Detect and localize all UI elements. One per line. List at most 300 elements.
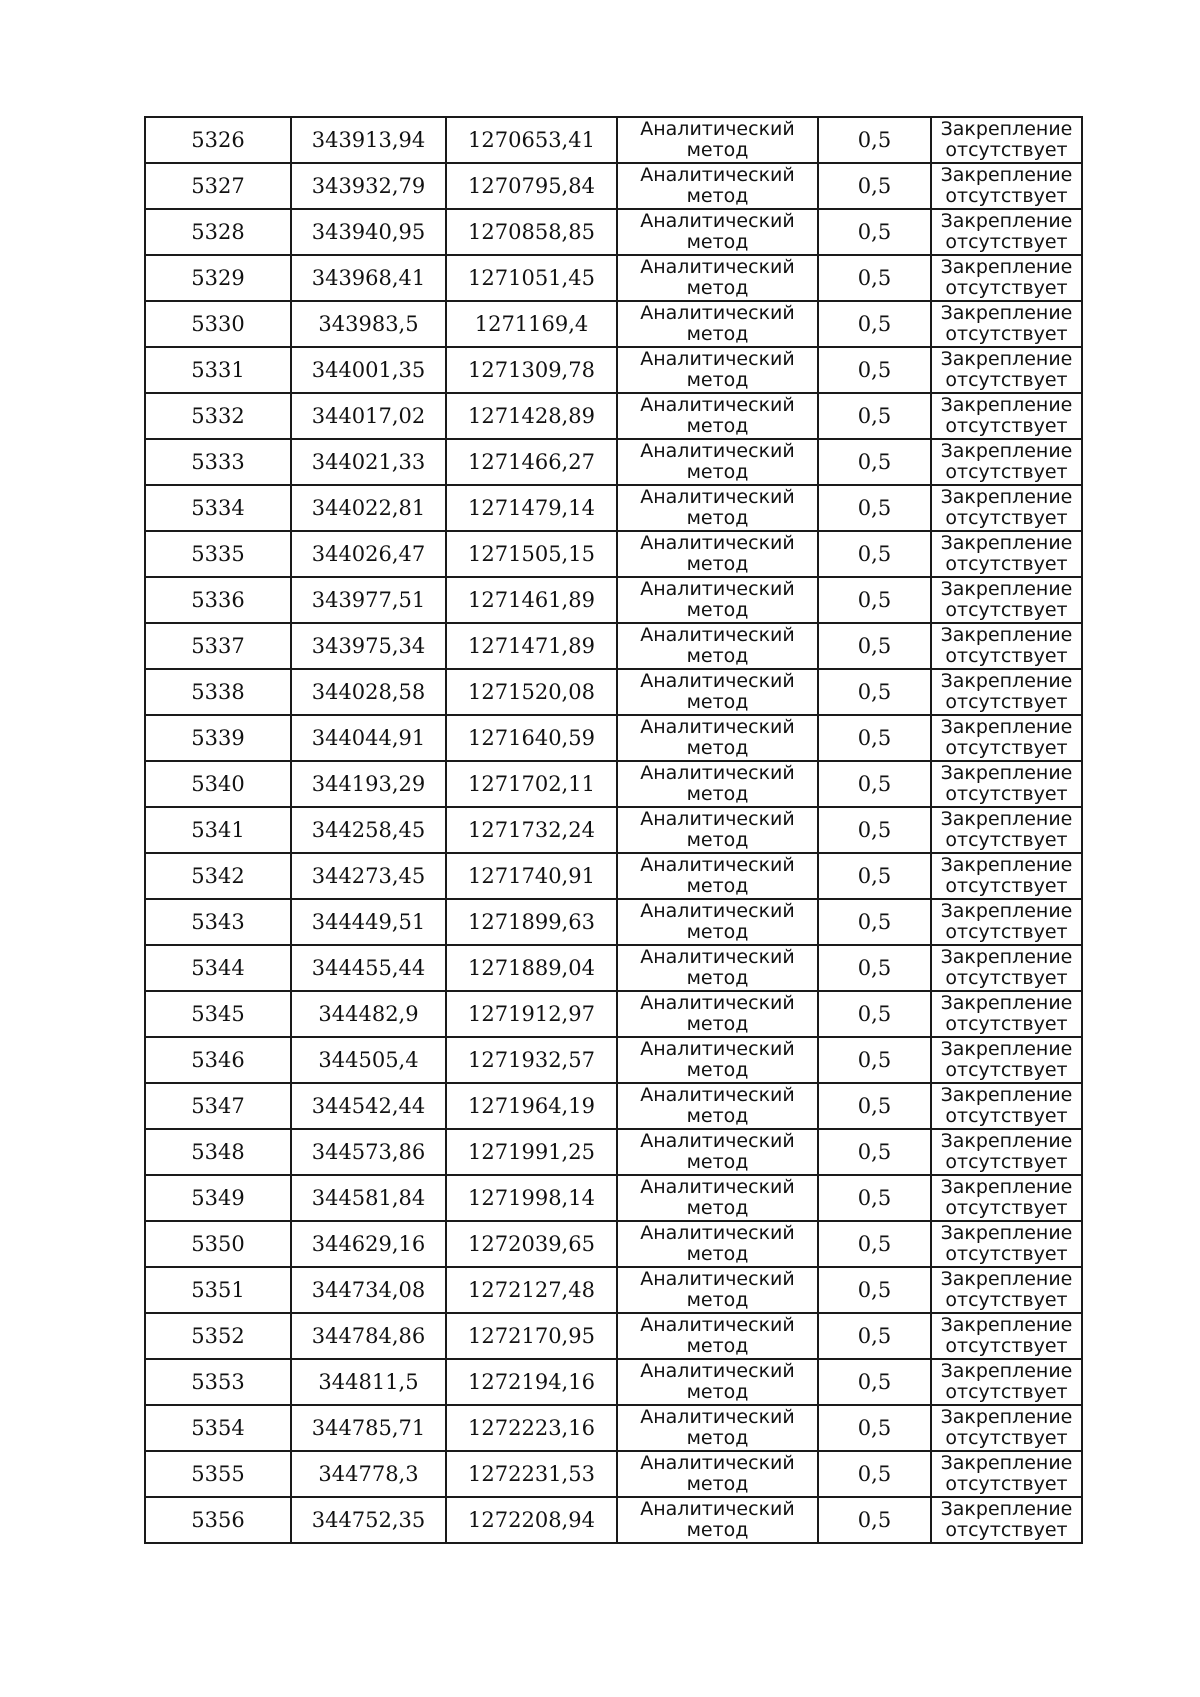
fixation-cell (931, 1083, 1082, 1129)
fixation-line-2: отсутствует (945, 645, 1068, 667)
method-cell (617, 163, 818, 209)
fixation-line-2: отсутствует (945, 967, 1068, 989)
fixation-line-1: Закрепление (940, 164, 1073, 186)
fixation-line-1: Закрепление (940, 1268, 1073, 1290)
method-cell (617, 485, 818, 531)
fixation-line-1: Закрепление (940, 302, 1073, 324)
y-coordinate-cell: 1270795,84 (446, 163, 617, 209)
point-number-cell: 5354 (145, 1405, 291, 1451)
fixation-line-2: отсутствует (945, 369, 1068, 391)
accuracy-cell: 0,5 (818, 1221, 931, 1267)
method-line-1: Аналитический (640, 1406, 795, 1428)
method-line-2: метод (686, 783, 749, 805)
method-line-2: метод (686, 599, 749, 621)
table-row (145, 1497, 1082, 1543)
fixation-line-1: Закрепление (940, 440, 1073, 462)
accuracy-cell: 0,5 (818, 945, 931, 991)
x-coordinate-cell: 343975,34 (291, 623, 446, 669)
x-coordinate-cell: 344778,3 (291, 1451, 446, 1497)
fixation-line-2: отсутствует (945, 323, 1068, 345)
method-line-1: Аналитический (640, 1268, 795, 1290)
accuracy-cell: 0,5 (818, 117, 931, 163)
fixation-cell (931, 1359, 1082, 1405)
method-line-1: Аналитический (640, 808, 795, 830)
fixation-line-2: отсутствует (945, 1105, 1068, 1127)
fixation-line-1: Закрепление (940, 348, 1073, 370)
table-row (145, 623, 1082, 669)
method-cell (617, 853, 818, 899)
y-coordinate-cell: 1271471,89 (446, 623, 617, 669)
table-row (145, 209, 1082, 255)
accuracy-cell: 0,5 (818, 1359, 931, 1405)
method-cell (617, 899, 818, 945)
fixation-line-2: отсутствует (945, 1197, 1068, 1219)
method-line-1: Аналитический (640, 854, 795, 876)
x-coordinate-cell: 344449,51 (291, 899, 446, 945)
point-number-cell: 5348 (145, 1129, 291, 1175)
method-line-1: Аналитический (640, 624, 795, 646)
fixation-cell (931, 531, 1082, 577)
accuracy-cell: 0,5 (818, 485, 931, 531)
fixation-cell (931, 669, 1082, 715)
fixation-line-2: отсутствует (945, 507, 1068, 529)
method-cell (617, 623, 818, 669)
fixation-cell (931, 577, 1082, 623)
accuracy-cell: 0,5 (818, 899, 931, 945)
fixation-line-1: Закрепление (940, 670, 1073, 692)
method-line-1: Аналитический (640, 762, 795, 784)
table-row (145, 761, 1082, 807)
fixation-line-1: Закрепление (940, 1176, 1073, 1198)
fixation-cell (931, 255, 1082, 301)
table-row (145, 669, 1082, 715)
fixation-cell (931, 1451, 1082, 1497)
table-row (145, 1313, 1082, 1359)
table-row (145, 1175, 1082, 1221)
y-coordinate-cell: 1271309,78 (446, 347, 617, 393)
point-number-cell: 5326 (145, 117, 291, 163)
table-row (145, 117, 1082, 163)
fixation-line-2: отсутствует (945, 737, 1068, 759)
y-coordinate-cell: 1271520,08 (446, 669, 617, 715)
table-row (145, 485, 1082, 531)
method-line-1: Аналитический (640, 1452, 795, 1474)
method-cell (617, 669, 818, 715)
fixation-cell (931, 1129, 1082, 1175)
table-row (145, 347, 1082, 393)
method-line-1: Аналитический (640, 670, 795, 692)
y-coordinate-cell: 1270653,41 (446, 117, 617, 163)
fixation-line-1: Закрепление (940, 716, 1073, 738)
table-row (145, 163, 1082, 209)
method-line-2: метод (686, 1197, 749, 1219)
x-coordinate-cell: 344734,08 (291, 1267, 446, 1313)
table-row (145, 439, 1082, 485)
fixation-line-2: отсутствует (945, 553, 1068, 575)
table-row (145, 301, 1082, 347)
x-coordinate-cell: 344581,84 (291, 1175, 446, 1221)
point-number-cell: 5352 (145, 1313, 291, 1359)
fixation-cell (931, 1497, 1082, 1543)
fixation-cell (931, 761, 1082, 807)
fixation-line-2: отсутствует (945, 1013, 1068, 1035)
method-line-1: Аналитический (640, 1084, 795, 1106)
fixation-line-2: отсутствует (945, 921, 1068, 943)
accuracy-cell: 0,5 (818, 577, 931, 623)
point-number-cell: 5338 (145, 669, 291, 715)
x-coordinate-cell: 344784,86 (291, 1313, 446, 1359)
y-coordinate-cell: 1272231,53 (446, 1451, 617, 1497)
table-row (145, 899, 1082, 945)
point-number-cell: 5332 (145, 393, 291, 439)
point-number-cell: 5344 (145, 945, 291, 991)
x-coordinate-cell: 344021,33 (291, 439, 446, 485)
fixation-cell (931, 991, 1082, 1037)
point-number-cell: 5340 (145, 761, 291, 807)
accuracy-cell: 0,5 (818, 1405, 931, 1451)
x-coordinate-cell: 343968,41 (291, 255, 446, 301)
accuracy-cell: 0,5 (818, 1267, 931, 1313)
fixation-cell (931, 163, 1082, 209)
y-coordinate-cell: 1271505,15 (446, 531, 617, 577)
accuracy-cell: 0,5 (818, 347, 931, 393)
fixation-cell (931, 117, 1082, 163)
method-line-1: Аналитический (640, 348, 795, 370)
method-line-2: метод (686, 967, 749, 989)
point-number-cell: 5333 (145, 439, 291, 485)
table-row (145, 1129, 1082, 1175)
x-coordinate-cell: 344026,47 (291, 531, 446, 577)
method-cell (617, 439, 818, 485)
method-line-1: Аналитический (640, 1314, 795, 1336)
table-row (145, 807, 1082, 853)
method-line-2: метод (686, 1427, 749, 1449)
fixation-line-1: Закрепление (940, 118, 1073, 140)
y-coordinate-cell: 1271889,04 (446, 945, 617, 991)
accuracy-cell: 0,5 (818, 991, 931, 1037)
fixation-line-1: Закрепление (940, 900, 1073, 922)
method-line-1: Аналитический (640, 1222, 795, 1244)
fixation-line-2: отсутствует (945, 829, 1068, 851)
fixation-cell (931, 807, 1082, 853)
method-line-1: Аналитический (640, 1038, 795, 1060)
fixation-cell (931, 623, 1082, 669)
fixation-cell (931, 439, 1082, 485)
y-coordinate-cell: 1271466,27 (446, 439, 617, 485)
x-coordinate-cell: 344044,91 (291, 715, 446, 761)
point-number-cell: 5343 (145, 899, 291, 945)
fixation-line-1: Закрепление (940, 1084, 1073, 1106)
accuracy-cell: 0,5 (818, 1037, 931, 1083)
method-cell (617, 117, 818, 163)
fixation-line-2: отсутствует (945, 1519, 1068, 1541)
fixation-cell (931, 1405, 1082, 1451)
accuracy-cell: 0,5 (818, 623, 931, 669)
method-cell (617, 715, 818, 761)
method-cell (617, 531, 818, 577)
method-line-2: метод (686, 415, 749, 437)
table-row (145, 1083, 1082, 1129)
y-coordinate-cell: 1272208,94 (446, 1497, 617, 1543)
fixation-cell (931, 1313, 1082, 1359)
method-line-1: Аналитический (640, 394, 795, 416)
y-coordinate-cell: 1270858,85 (446, 209, 617, 255)
y-coordinate-cell: 1271740,91 (446, 853, 617, 899)
fixation-line-2: отсутствует (945, 139, 1068, 161)
y-coordinate-cell: 1271998,14 (446, 1175, 617, 1221)
point-number-cell: 5355 (145, 1451, 291, 1497)
fixation-cell (931, 945, 1082, 991)
fixation-line-1: Закрепление (940, 486, 1073, 508)
fixation-line-1: Закрепление (940, 992, 1073, 1014)
accuracy-cell: 0,5 (818, 807, 931, 853)
fixation-line-2: отсутствует (945, 1381, 1068, 1403)
method-line-1: Аналитический (640, 1130, 795, 1152)
method-line-2: метод (686, 1105, 749, 1127)
x-coordinate-cell: 344017,02 (291, 393, 446, 439)
fixation-line-2: отсутствует (945, 875, 1068, 897)
method-line-2: метод (686, 507, 749, 529)
point-number-cell: 5328 (145, 209, 291, 255)
y-coordinate-cell: 1271702,11 (446, 761, 617, 807)
fixation-line-1: Закрепление (940, 1452, 1073, 1474)
fixation-line-2: отсутствует (945, 599, 1068, 621)
method-cell (617, 1359, 818, 1405)
fixation-line-1: Закрепление (940, 1222, 1073, 1244)
method-line-1: Аналитический (640, 716, 795, 738)
coordinates-table-body (145, 117, 1082, 1543)
method-line-2: метод (686, 921, 749, 943)
y-coordinate-cell: 1272170,95 (446, 1313, 617, 1359)
method-line-2: метод (686, 231, 749, 253)
method-line-1: Аналитический (640, 946, 795, 968)
accuracy-cell: 0,5 (818, 1175, 931, 1221)
fixation-line-1: Закрепление (940, 946, 1073, 968)
x-coordinate-cell: 343983,5 (291, 301, 446, 347)
x-coordinate-cell: 344811,5 (291, 1359, 446, 1405)
fixation-line-1: Закрепление (940, 1314, 1073, 1336)
fixation-line-1: Закрепление (940, 1130, 1073, 1152)
method-line-1: Аналитический (640, 532, 795, 554)
method-line-1: Аналитический (640, 256, 795, 278)
fixation-line-2: отсутствует (945, 415, 1068, 437)
fixation-line-2: отсутствует (945, 277, 1068, 299)
point-number-cell: 5339 (145, 715, 291, 761)
y-coordinate-cell: 1271964,19 (446, 1083, 617, 1129)
method-cell (617, 393, 818, 439)
method-cell (617, 255, 818, 301)
x-coordinate-cell: 344273,45 (291, 853, 446, 899)
fixation-line-1: Закрепление (940, 624, 1073, 646)
fixation-line-1: Закрепление (940, 210, 1073, 232)
point-number-cell: 5335 (145, 531, 291, 577)
method-line-1: Аналитический (640, 164, 795, 186)
table-row (145, 577, 1082, 623)
method-cell (617, 1267, 818, 1313)
accuracy-cell: 0,5 (818, 163, 931, 209)
point-number-cell: 5330 (145, 301, 291, 347)
accuracy-cell: 0,5 (818, 1129, 931, 1175)
table-row (145, 1221, 1082, 1267)
x-coordinate-cell: 344258,45 (291, 807, 446, 853)
method-line-1: Аналитический (640, 992, 795, 1014)
fixation-line-1: Закрепление (940, 1038, 1073, 1060)
method-line-2: метод (686, 1289, 749, 1311)
point-number-cell: 5351 (145, 1267, 291, 1313)
method-cell (617, 1083, 818, 1129)
x-coordinate-cell: 344028,58 (291, 669, 446, 715)
y-coordinate-cell: 1272223,16 (446, 1405, 617, 1451)
y-coordinate-cell: 1271479,14 (446, 485, 617, 531)
fixation-line-2: отсутствует (945, 1473, 1068, 1495)
method-line-2: метод (686, 875, 749, 897)
table-row (145, 531, 1082, 577)
method-line-2: метод (686, 1151, 749, 1173)
accuracy-cell: 0,5 (818, 1497, 931, 1543)
fixation-line-2: отсутствует (945, 1427, 1068, 1449)
fixation-line-1: Закрепление (940, 762, 1073, 784)
method-cell (617, 577, 818, 623)
fixation-line-2: отсутствует (945, 783, 1068, 805)
y-coordinate-cell: 1271732,24 (446, 807, 617, 853)
fixation-line-1: Закрепление (940, 578, 1073, 600)
method-cell (617, 807, 818, 853)
x-coordinate-cell: 344193,29 (291, 761, 446, 807)
x-coordinate-cell: 344001,35 (291, 347, 446, 393)
y-coordinate-cell: 1271912,97 (446, 991, 617, 1037)
point-number-cell: 5329 (145, 255, 291, 301)
table-row (145, 1405, 1082, 1451)
point-number-cell: 5347 (145, 1083, 291, 1129)
method-cell (617, 209, 818, 255)
method-line-1: Аналитический (640, 440, 795, 462)
x-coordinate-cell: 344573,86 (291, 1129, 446, 1175)
fixation-cell (931, 1221, 1082, 1267)
point-number-cell: 5356 (145, 1497, 291, 1543)
y-coordinate-cell: 1271640,59 (446, 715, 617, 761)
fixation-cell (931, 899, 1082, 945)
x-coordinate-cell: 344505,4 (291, 1037, 446, 1083)
point-number-cell: 5353 (145, 1359, 291, 1405)
y-coordinate-cell: 1271428,89 (446, 393, 617, 439)
fixation-line-1: Закрепление (940, 808, 1073, 830)
y-coordinate-cell: 1271461,89 (446, 577, 617, 623)
fixation-line-2: отсутствует (945, 1335, 1068, 1357)
fixation-line-1: Закрепление (940, 1498, 1073, 1520)
method-cell (617, 1497, 818, 1543)
fixation-line-2: отсутствует (945, 691, 1068, 713)
point-number-cell: 5342 (145, 853, 291, 899)
x-coordinate-cell: 344752,35 (291, 1497, 446, 1543)
method-line-1: Аналитический (640, 302, 795, 324)
y-coordinate-cell: 1272127,48 (446, 1267, 617, 1313)
fixation-line-2: отсутствует (945, 461, 1068, 483)
method-line-2: метод (686, 277, 749, 299)
table-row (145, 1037, 1082, 1083)
fixation-line-2: отсутствует (945, 1151, 1068, 1173)
fixation-line-1: Закрепление (940, 256, 1073, 278)
table-row (145, 255, 1082, 301)
accuracy-cell: 0,5 (818, 669, 931, 715)
method-line-2: метод (686, 323, 749, 345)
accuracy-cell: 0,5 (818, 301, 931, 347)
table-row (145, 991, 1082, 1037)
fixation-line-1: Закрепление (940, 532, 1073, 554)
method-line-1: Аналитический (640, 900, 795, 922)
fixation-cell (931, 485, 1082, 531)
fixation-cell (931, 301, 1082, 347)
accuracy-cell: 0,5 (818, 1451, 931, 1497)
method-cell (617, 761, 818, 807)
point-number-cell: 5327 (145, 163, 291, 209)
fixation-line-2: отсутствует (945, 1289, 1068, 1311)
x-coordinate-cell: 344785,71 (291, 1405, 446, 1451)
method-line-2: метод (686, 185, 749, 207)
point-number-cell: 5341 (145, 807, 291, 853)
method-line-2: метод (686, 1519, 749, 1541)
fixation-line-2: отсутствует (945, 1059, 1068, 1081)
accuracy-cell: 0,5 (818, 853, 931, 899)
method-cell (617, 1175, 818, 1221)
fixation-line-2: отсутствует (945, 231, 1068, 253)
method-line-2: метод (686, 553, 749, 575)
y-coordinate-cell: 1272039,65 (446, 1221, 617, 1267)
table-row (145, 945, 1082, 991)
method-line-2: метод (686, 829, 749, 851)
method-cell (617, 1451, 818, 1497)
point-number-cell: 5337 (145, 623, 291, 669)
accuracy-cell: 0,5 (818, 715, 931, 761)
accuracy-cell: 0,5 (818, 1083, 931, 1129)
fixation-cell (931, 715, 1082, 761)
method-cell (617, 1313, 818, 1359)
point-number-cell: 5350 (145, 1221, 291, 1267)
method-line-1: Аналитический (640, 1360, 795, 1382)
method-line-2: метод (686, 691, 749, 713)
x-coordinate-cell: 343913,94 (291, 117, 446, 163)
table-row (145, 853, 1082, 899)
method-line-2: метод (686, 737, 749, 759)
accuracy-cell: 0,5 (818, 531, 931, 577)
method-line-1: Аналитический (640, 118, 795, 140)
y-coordinate-cell: 1271051,45 (446, 255, 617, 301)
point-number-cell: 5346 (145, 1037, 291, 1083)
method-line-2: метод (686, 139, 749, 161)
point-number-cell: 5345 (145, 991, 291, 1037)
method-line-2: метод (686, 369, 749, 391)
y-coordinate-cell: 1271899,63 (446, 899, 617, 945)
accuracy-cell: 0,5 (818, 439, 931, 485)
fixation-line-1: Закрепление (940, 1360, 1073, 1382)
method-cell (617, 1405, 818, 1451)
method-cell (617, 945, 818, 991)
accuracy-cell: 0,5 (818, 1313, 931, 1359)
table-row (145, 1359, 1082, 1405)
method-line-1: Аналитический (640, 486, 795, 508)
method-line-2: метод (686, 1381, 749, 1403)
accuracy-cell: 0,5 (818, 761, 931, 807)
y-coordinate-cell: 1271932,57 (446, 1037, 617, 1083)
method-line-1: Аналитический (640, 210, 795, 232)
x-coordinate-cell: 344022,81 (291, 485, 446, 531)
y-coordinate-cell: 1271169,4 (446, 301, 617, 347)
method-cell (617, 1129, 818, 1175)
method-line-2: метод (686, 645, 749, 667)
method-cell (617, 1037, 818, 1083)
method-line-1: Аналитический (640, 578, 795, 600)
method-line-2: метод (686, 461, 749, 483)
fixation-cell (931, 853, 1082, 899)
